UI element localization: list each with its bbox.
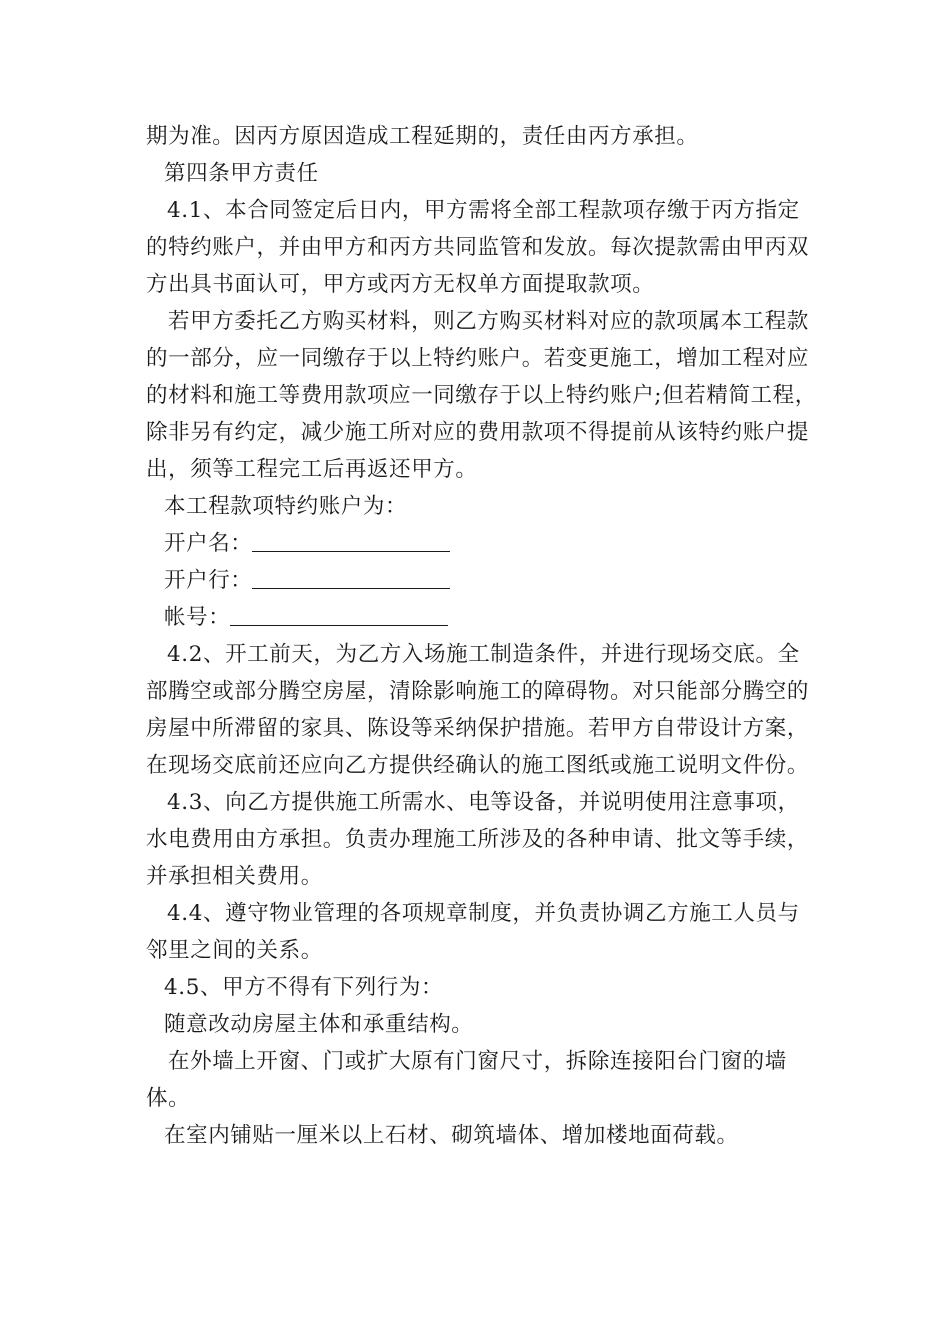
prohibited-item-structure: 随意改动房屋主体和承重结构。 xyxy=(164,1012,474,1037)
account-name-label: 开户名： xyxy=(164,531,253,556)
clause-4-4: 4.4、遵守物业管理的各项规章制度，并负责协调乙方施工人员与邻里之间的关系。 xyxy=(146,901,800,963)
clause-4-5: 4.5、甲方不得有下列行为： xyxy=(164,975,444,1000)
account-name-blank[interactable] xyxy=(252,529,450,552)
account-number-blank[interactable] xyxy=(230,603,448,626)
clause-4-2: 4.2、开工前天，为乙方入场施工制造条件，并进行现场交底。全部腾空或部分腾空房屋，清除影响施工的障碍物。对只能部分腾空的房屋中所滞留的家具、陈设等采纳保护措施。若甲方自带设计方案，在现场交底前还应向乙方提供经确认的施工图纸或施工说明文件份。 xyxy=(146,642,810,778)
prohibited-item-load: 在室内铺贴一厘米以上石材、砌筑墙体、增加楼地面荷载。 xyxy=(164,1123,739,1148)
section-heading-article-four: 第四条甲方责任 xyxy=(164,161,319,186)
bank-label: 开户行： xyxy=(164,568,253,593)
bank-line xyxy=(146,562,818,599)
bank-blank[interactable] xyxy=(252,566,450,589)
prohibited-item-windows: 在外墙上开窗、门或扩大原有门窗尺寸，拆除连接阳台门窗的墙体。 xyxy=(146,1049,787,1111)
clause-4-1: 4.1、本合同签定后日内，甲方需将全部工程款项存缴于丙方指定的特约账户，并由甲方和丙方共同监管和发放。每次提款需由甲丙双方出具书面认可，甲方或丙方无权单方面提取款项。 xyxy=(146,198,810,297)
clause-4-3: 4.3、向乙方提供施工所需水、电等设备，并说明使用注意事项，水电费用由方承担。负责办理施工所涉及的各种申请、批文等手续，并承担相关费用。 xyxy=(146,790,810,889)
paragraph-material-funds: 若甲方委托乙方购买材料，则乙方购买材料对应的款项属本工程款的一部分，应一同缴存于以上特约账户。若变更施工，增加工程对应的材料和施工等费用款项应一同缴存于以上特约账户;但若精简工程，除非另有约定，减少施工所对应的费用款项不得提前从该特约账户提出，须等工程完工后再返还甲方。 xyxy=(146,309,817,482)
paragraph-delay-responsibility: 期为准。因丙方原因造成工程延期的，责任由丙方承担。 xyxy=(146,124,699,149)
account-name-line xyxy=(146,525,818,562)
account-number-line xyxy=(146,599,818,636)
account-number-label: 帐号： xyxy=(164,605,231,630)
paragraph-special-account-intro: 本工程款项特约账户为： xyxy=(164,494,408,519)
document-body xyxy=(146,118,818,1154)
